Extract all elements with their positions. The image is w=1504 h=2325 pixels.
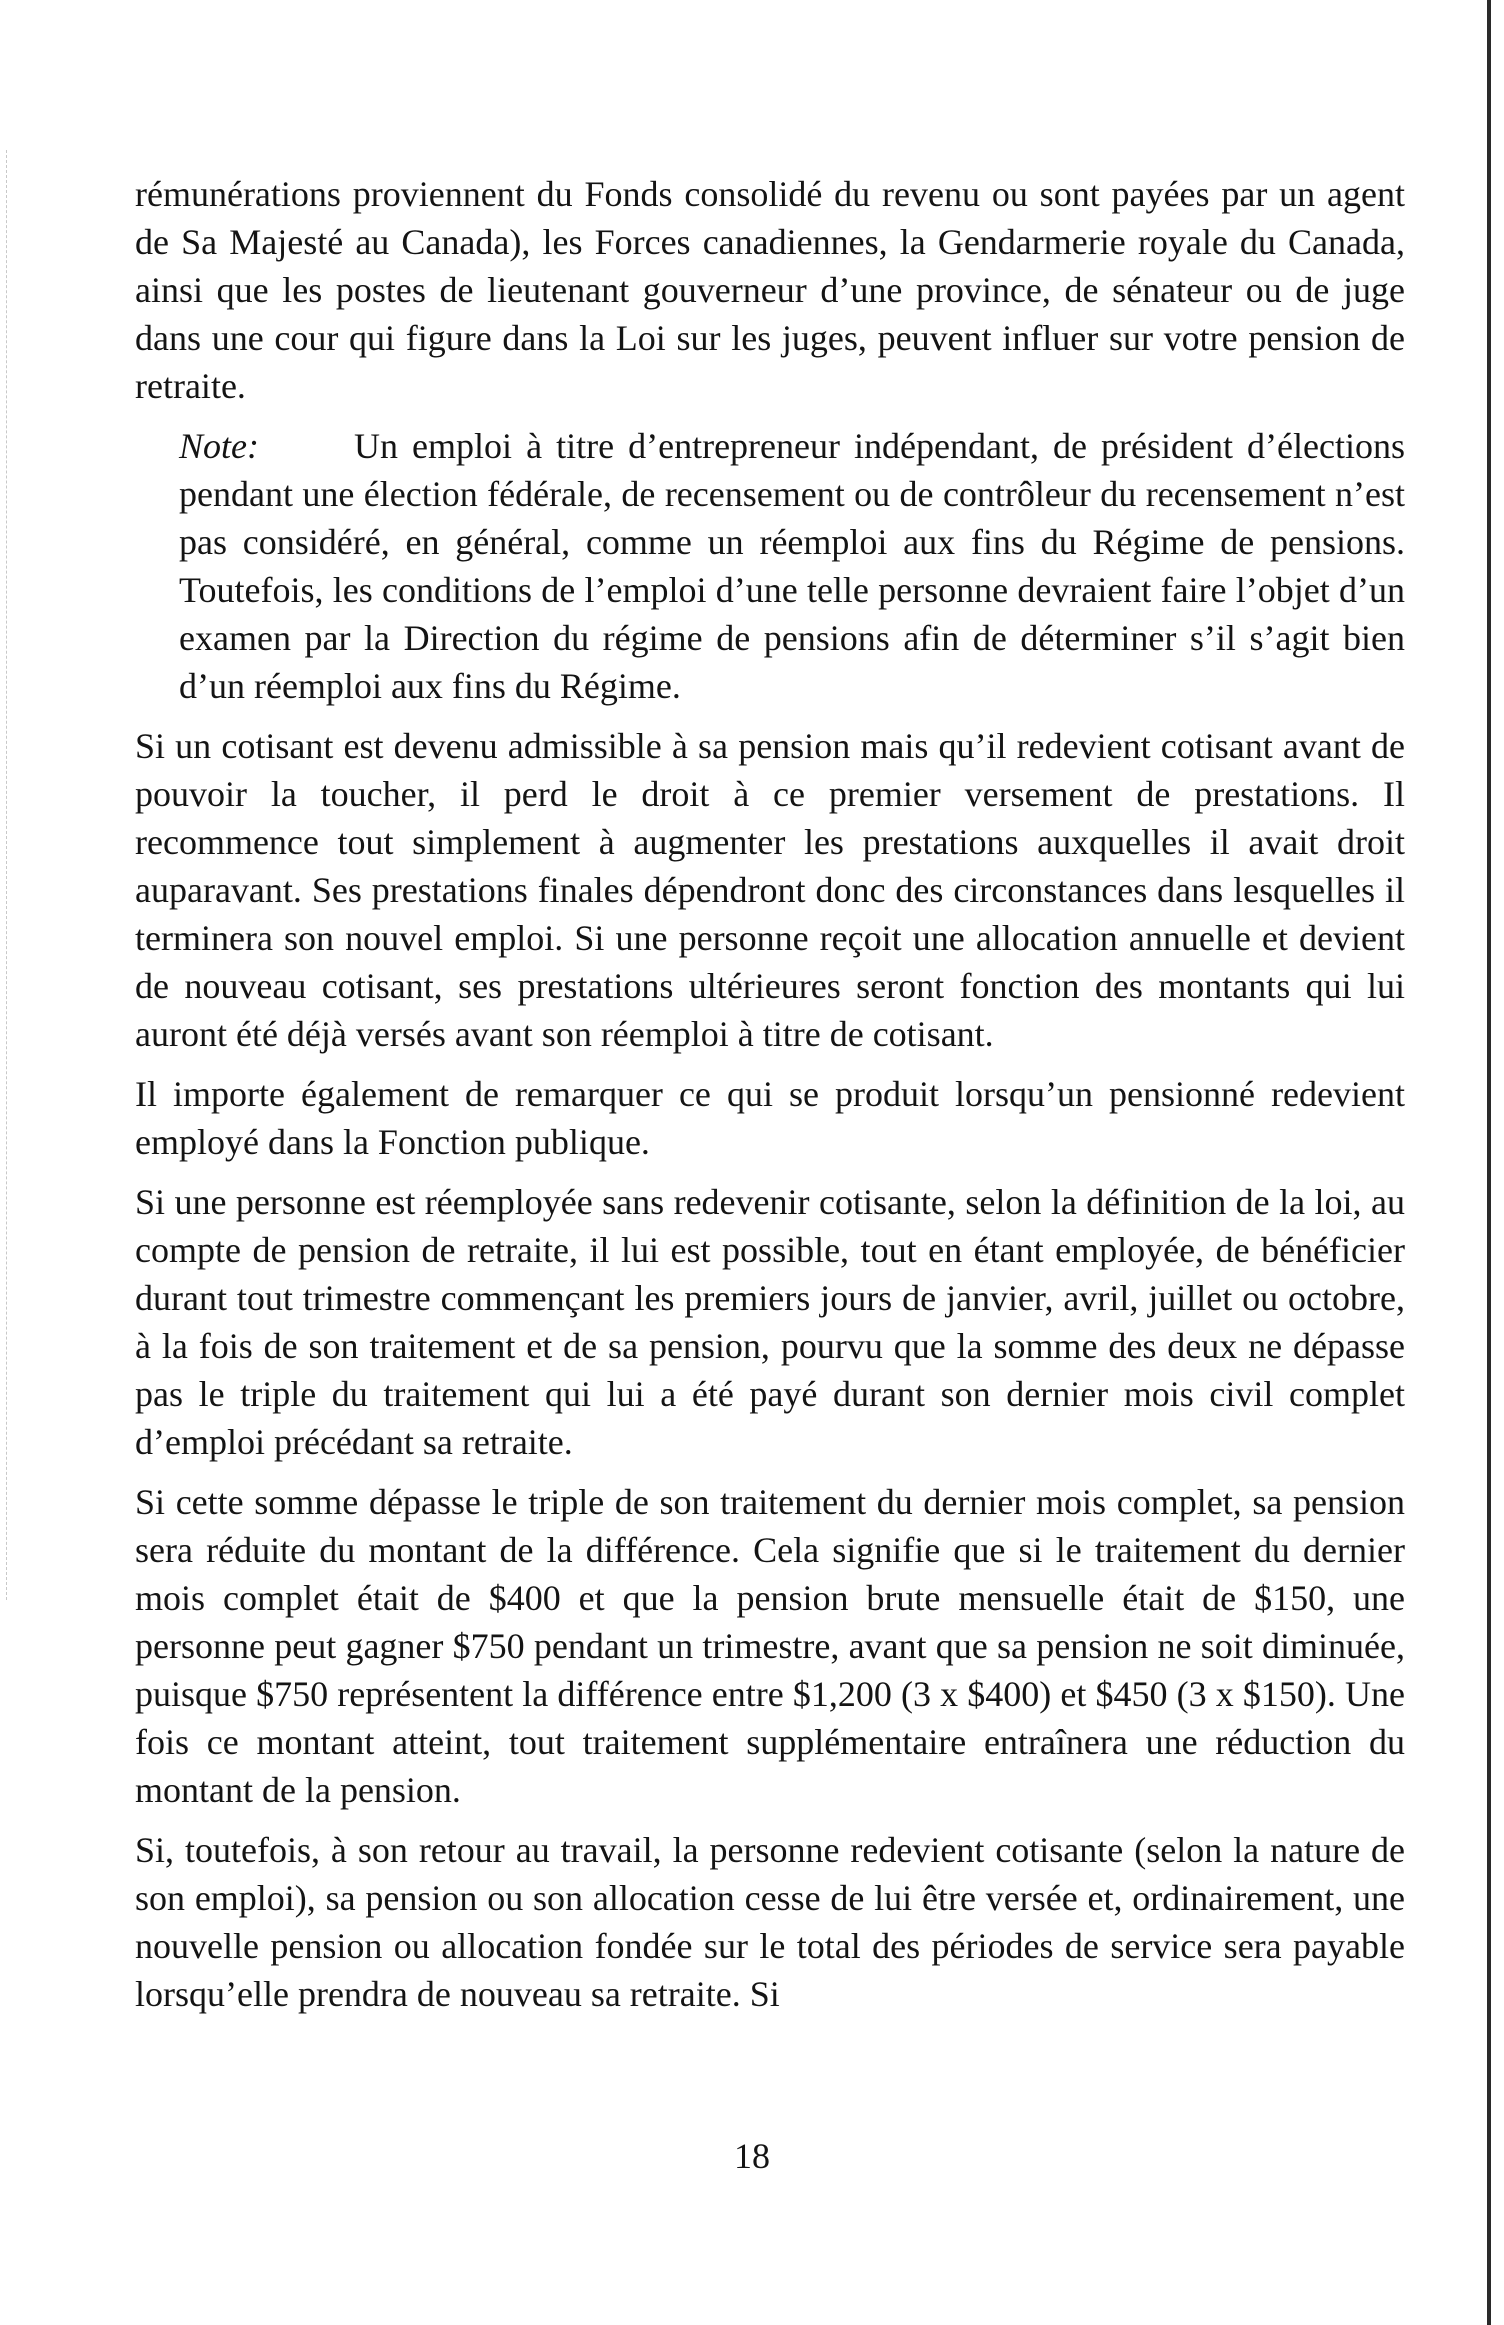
paragraph-4: Si une personne est réemployée sans redevenir cotisante, selon la définition de la loi, au compte de pension de retraite, il lui est possible, tout en étant employée, de bénéficier durant tout trimestre commençant les premiers jours de janvier, avril, juillet ou octobre, à la fois de son traitement et de sa pension, pourvu que la somme des deux ne dépasse pas le triple du traitement qui lui a été payé durant son dernier mois civil complet d’emploi précédant sa retraite. (135, 1182, 1405, 1462)
note-label: Note: (179, 426, 259, 466)
scan-left-edge (6, 150, 7, 1600)
paragraph-2: Si un cotisant est devenu admissible à sa pension mais qu’il redevient cotisant avant de pouvoir la toucher, il perd le droit à ce premier versement de prestations. Il recommence tout simplement à augmenter les prestations auxquelles il avait droit auparavant. Ses prestations finales dépendront donc des circonstances dans lesquelles il terminera son nouvel emploi. Si une personne reçoit une allocation annuelle et devient de nouveau cotisant, ses prestations ultérieures seront fonction des montants qui lui auront été déjà versés avant son réemploi à titre de cotisant. (135, 726, 1405, 1054)
body-text (135, 170, 1405, 2030)
paragraph-5: Si cette somme dépasse le triple de son traitement du dernier mois complet, sa pension sera réduite du montant de la différence. Cela signifie que si le traitement du dernier mois complet était de $400 et que la pension brute mensuelle était de $150, une personne peut gagner $750 pendant un trimestre, avant que sa pension ne soit diminuée, puisque $750 représentent la différence entre $1,200 (3 x $400) et $450 (3 x $150). Une fois ce montant atteint, tout traitement supplémentaire entraînera une réduction du montant de la pension. (135, 1482, 1405, 1810)
paragraph-3: Il importe également de remarquer ce qui se produit lorsqu’un pensionné redevient employé dans la Fonction publique. (135, 1074, 1405, 1162)
page-number: 18 (734, 2136, 770, 2176)
paragraph-6: Si, toutefois, à son retour au travail, la personne redevient cotisante (selon la nature de son emploi), sa pension ou son allocation cesse de lui être versée et, ordinairement, une nouvelle pension ou allocation fondée sur le total des périodes de service sera payable lorsqu’elle prendra de nouveau sa retraite. Si (135, 1830, 1405, 2014)
scan-right-edge (1487, 0, 1491, 2325)
paragraph-1: rémunérations proviennent du Fonds consolidé du revenu ou sont payées par un agent de Sa Majesté au Canada), les Forces canadiennes, la Gendarmerie royale du Canada, ainsi que les postes de lieutenant gouverneur d’une province, de sénateur ou de juge dans une cour qui figure dans la Loi sur les juges, peuvent influer sur votre pension de retraite. (135, 174, 1405, 406)
note-block (135, 422, 1405, 710)
note-text: Un emploi à titre d’entrepreneur indépendant, de président d’élections pendant une élection fédérale, de recensement ou de contrôleur du recensement n’est pas considéré, en général, comme un réemploi aux fins du Régime de pensions. Toutefois, les conditions de l’emploi d’une telle personne devraient faire l’objet d’un examen par la Direction du régime de pensions afin de déterminer s’il s’agit bien d’un réemploi aux fins du Régime. (179, 426, 1405, 706)
